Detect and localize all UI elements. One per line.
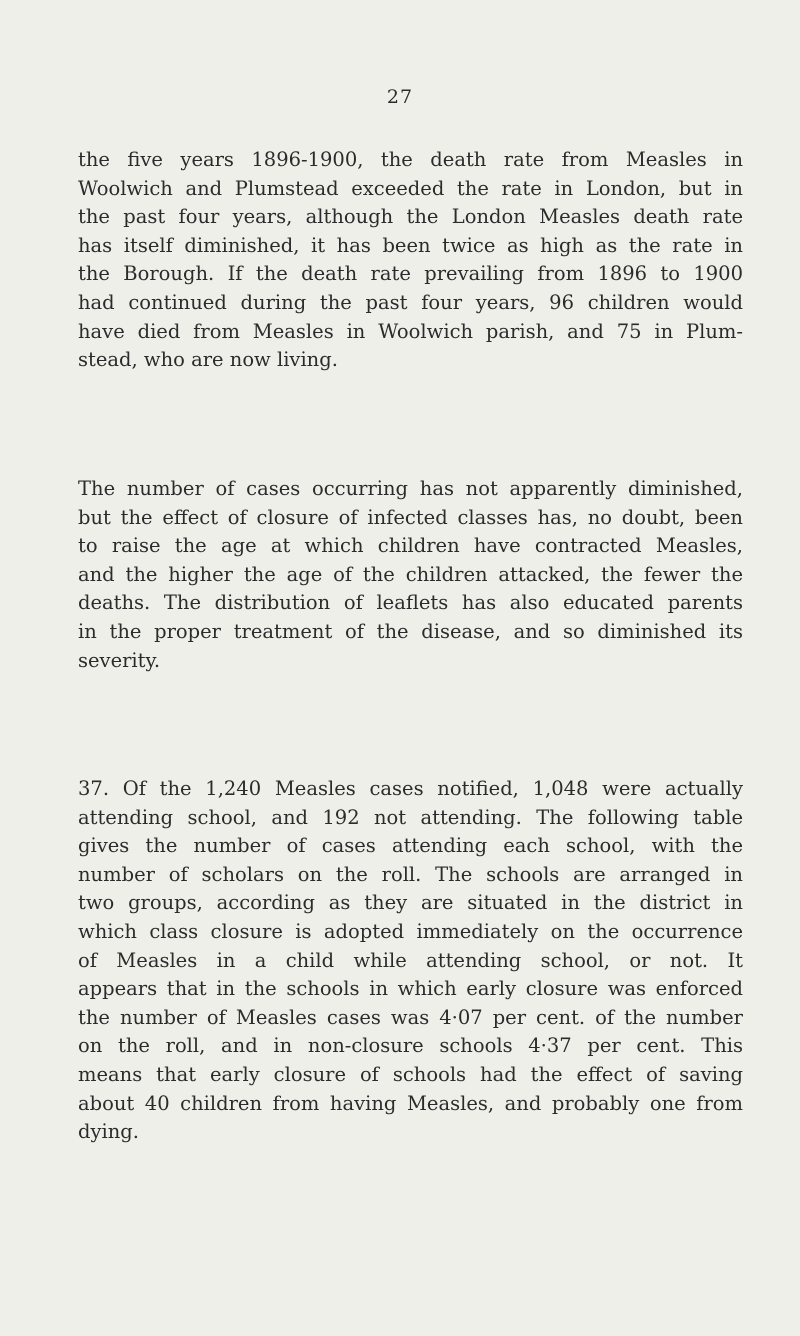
text-line: the past four years, although the London Measles death rate [78,205,743,229]
paragraph-37-school-cases [78,775,743,1147]
text-line: the number of Measles cases was 4·07 per cent. of the number [78,1005,743,1029]
text-line: and the higher the age of the children attacked, the fewer the [78,562,743,586]
text-line: 37. Of the 1,240 Measles cases notified, 1,048 were actually [78,777,743,800]
text-line: stead, who are now living. [78,348,338,372]
text-line: of Measles in a child while attending school, or not. It [78,948,743,972]
text-line: about 40 children from having Measles, and probably one from [78,1091,743,1115]
text-line: dying. [78,1120,139,1144]
text-line: has itself diminished, it has been twice as high as the rate in [78,233,743,257]
text-line: attending school, and 192 not attending. The following table [78,805,743,829]
text-line: two groups, according as they are situated in the district in [78,891,743,915]
text-line: gives the number of cases attending each school, with the [78,834,743,858]
text-line: on the roll, and in non-closure schools 4·37 per cent. This [78,1034,743,1058]
page-number: 27 [386,86,414,108]
text-line: had continued during the past four years, 96 children would [78,290,743,314]
text-line: deaths. The distribution of leaflets has also educated parents [78,591,743,615]
text-line: to raise the age at which children have contracted Measles, [78,534,743,558]
text-line: have died from Measles in Woolwich parish, and 75 in Plum- [78,319,743,343]
text-line: which class closure is adopted immediately on the occurrence [78,919,743,943]
text-line: the Borough. If the death rate prevailing from 1896 to 1900 [78,262,743,286]
text-line: severity. [78,648,161,672]
text-line: means that early closure of schools had the effect of saving [78,1062,743,1086]
text-line: Woolwich and Plumstead exceeded the rate in London, but in [78,176,743,200]
text-line: appears that in the schools in which early closure was enforced [78,977,743,1001]
text-line: The number of cases occurring has not apparently diminished, [78,477,743,500]
paragraph-number-of-cases [78,475,743,675]
text-line: in the proper treatment of the disease, and so diminished its [78,619,743,643]
text-line: but the effect of closure of infected classes has, no doubt, been [78,505,743,529]
text-line: the five years 1896-1900, the death rate from Measles in [78,148,743,171]
text-line: number of scholars on the roll. The schools are arranged in [78,862,743,886]
paragraph-measles-death-rate [78,146,743,375]
